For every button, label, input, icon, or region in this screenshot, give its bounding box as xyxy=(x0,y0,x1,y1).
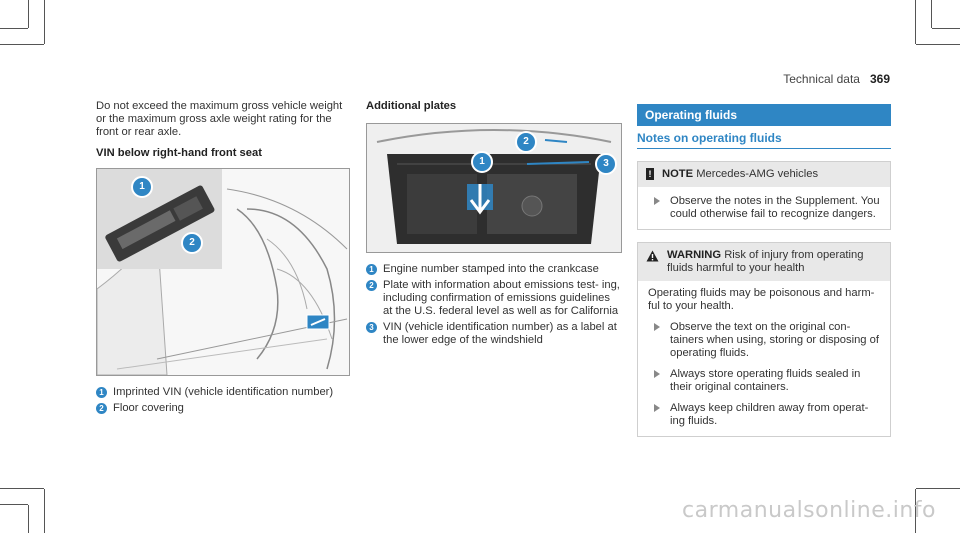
warning-header xyxy=(638,243,890,281)
callout-item xyxy=(96,386,350,399)
note-title: Mercedes-AMG vehicles xyxy=(696,168,819,180)
figure-callout-1: 1 xyxy=(131,176,153,198)
page-number: 369 xyxy=(869,72,890,86)
callout-item xyxy=(366,321,622,347)
engine-bay-figure xyxy=(366,123,622,253)
bullet-text: Observe the notes in the Supplement. You could otherwise fail to recognize dangers. xyxy=(670,195,880,220)
callout-text: Floor covering xyxy=(113,402,184,414)
figure-callout-1: 1 xyxy=(471,151,493,173)
engine-bay-illustration xyxy=(367,124,621,252)
callout-text: Imprinted VIN (vehicle identification number) xyxy=(113,386,334,398)
note-bullet xyxy=(648,195,880,221)
callout-number: 3 xyxy=(366,322,377,333)
crop-mark xyxy=(0,44,44,45)
bullet-arrow-icon xyxy=(654,370,660,378)
column-vin xyxy=(96,100,350,415)
crop-mark xyxy=(916,44,960,45)
section-title: Technical data xyxy=(783,72,860,86)
crop-mark xyxy=(28,0,29,28)
vin-heading: VIN below right-hand front seat xyxy=(96,147,262,159)
watermark: carmanualsonline.info xyxy=(682,498,936,523)
note-icon: ! xyxy=(646,168,654,180)
note-label: NOTE xyxy=(662,168,694,180)
section-heading: Operating fluids xyxy=(637,104,891,126)
callout-list xyxy=(366,263,622,347)
note-box xyxy=(637,161,891,230)
crop-mark xyxy=(44,489,45,533)
crop-mark xyxy=(931,0,932,28)
figure-callout-2: 2 xyxy=(181,232,203,254)
bullet-text: Always keep children away from operat- ing fluids. xyxy=(670,402,869,427)
callout-text: Engine number stamped into the crankcase xyxy=(383,263,599,275)
callout-item xyxy=(366,279,622,318)
column-additional-plates xyxy=(366,100,622,347)
bullet-text: Always store operating fluids sealed in their original containers. xyxy=(670,368,861,393)
sub-heading: Notes on operating fluids xyxy=(637,132,891,149)
callout-list xyxy=(96,386,350,415)
bullet-arrow-icon xyxy=(654,404,660,412)
callout-number: 2 xyxy=(366,280,377,291)
callout-number: 1 xyxy=(366,264,377,275)
column-operating-fluids xyxy=(637,104,891,437)
crop-mark xyxy=(0,504,28,505)
crop-mark xyxy=(0,28,28,29)
callout-number: 1 xyxy=(96,387,107,398)
bullet-text: Observe the text on the original con- tainers when using, storing or disposing of operating fluids. xyxy=(670,321,879,359)
callout-item xyxy=(96,402,350,415)
warning-title: Risk of injury from operating fluids harmful to your health xyxy=(667,249,864,274)
note-header xyxy=(638,162,890,187)
crop-mark xyxy=(916,488,960,489)
crop-mark xyxy=(915,0,916,44)
figure-callout-2: 2 xyxy=(515,131,537,153)
callout-number: 2 xyxy=(96,403,107,414)
warning-text: Operating fluids may be poisonous and harm- ful to your health. xyxy=(648,287,875,312)
plates-heading: Additional plates xyxy=(366,100,457,112)
warning-bullet xyxy=(648,402,880,428)
page-header xyxy=(783,72,890,86)
warning-label: WARNING xyxy=(667,249,722,261)
warning-triangle-icon xyxy=(646,250,659,262)
figure-callout-3: 3 xyxy=(595,153,617,175)
bullet-arrow-icon xyxy=(654,323,660,331)
warning-box xyxy=(637,242,891,437)
note-body xyxy=(638,187,890,229)
warning-bullet xyxy=(648,368,880,394)
bullet-arrow-icon xyxy=(654,197,660,205)
callout-item xyxy=(366,263,622,276)
callout-text: VIN (vehicle identification number) as a label at the lower edge of the windshield xyxy=(383,321,617,346)
callout-text: Plate with information about emissions test- ing, including confirmation of emissions guidelines at the U.S. federal level as well as for California xyxy=(383,279,620,317)
crop-mark xyxy=(44,0,45,44)
warning-bullet xyxy=(648,321,880,360)
crop-mark xyxy=(28,505,29,533)
crop-mark xyxy=(0,488,44,489)
crop-mark xyxy=(932,28,960,29)
intro-text: Do not exceed the maximum gross vehicle weight or the maximum gross axle weight rating for the front or rear axle. xyxy=(96,100,343,138)
seat-vin-figure xyxy=(96,168,350,376)
seat-illustration xyxy=(97,169,349,375)
warning-body xyxy=(638,281,890,436)
